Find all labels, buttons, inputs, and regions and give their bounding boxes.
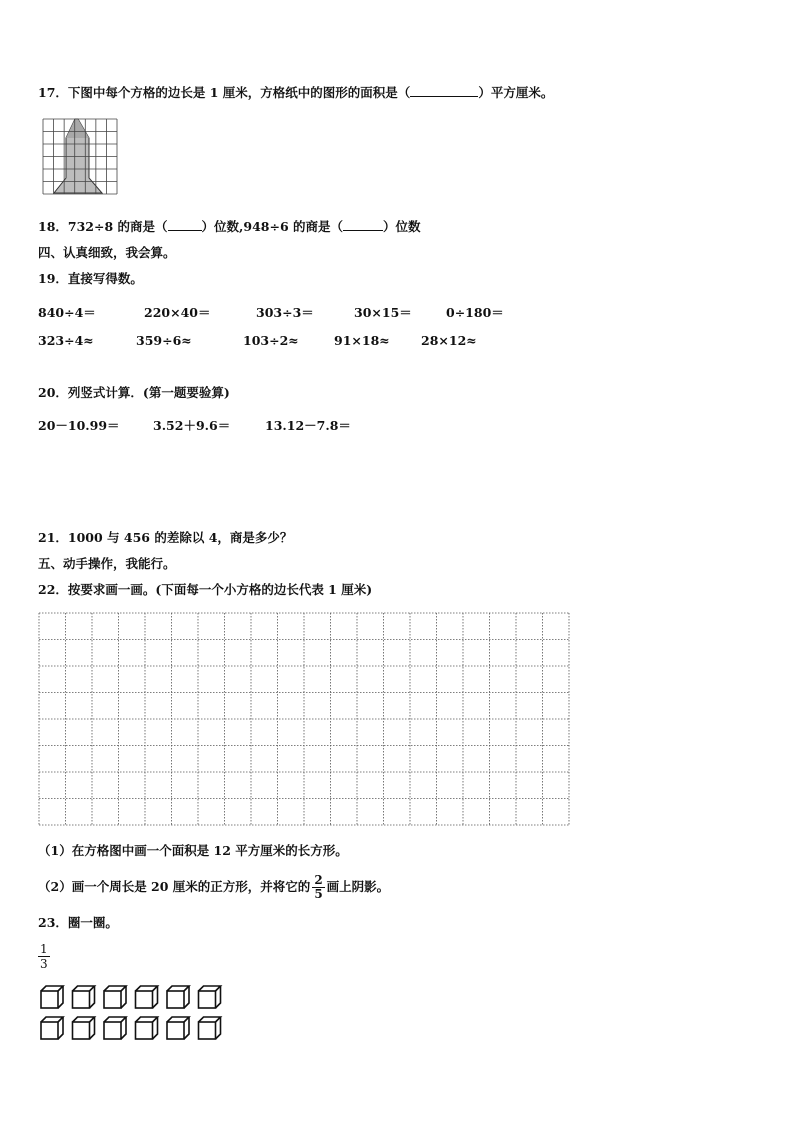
question-text: 732÷8 的商是（ — [67, 219, 168, 234]
question-20 — [38, 385, 230, 401]
calc-item: 0÷180＝ — [446, 305, 504, 320]
question-title: 圈一圈。 — [67, 915, 118, 930]
question-number: 20． — [38, 385, 68, 400]
cube-icon[interactable] — [104, 986, 126, 1008]
question-number: 22． — [38, 582, 68, 597]
question-text: 1000 与 456 的差除以 4，商是多少？ — [67, 530, 293, 545]
cube-icon[interactable] — [73, 1017, 95, 1039]
section-5-heading: 五、动手操作，我能行。 — [38, 556, 176, 571]
section-4-heading: 四、认真细致，我会算。 — [38, 245, 176, 260]
calc-item: 91×18≈ — [334, 333, 390, 348]
calc-item: 303÷3＝ — [256, 305, 314, 320]
question-number: 17． — [38, 85, 68, 100]
calc-item: 840÷4＝ — [38, 305, 96, 320]
question-title: 按要求画一画。(下面每一个小方格的边长代表 1 厘米) — [67, 582, 373, 597]
question-number: 19． — [38, 271, 68, 286]
calc-item: 28×12≈ — [421, 333, 477, 348]
calc-item: 359÷6≈ — [136, 333, 192, 348]
answer-blank[interactable] — [343, 218, 383, 231]
question-text: 下图中每个方格的边长是 1 厘米，方格纸中的图形的面积是（ — [67, 85, 411, 100]
question-number: 18． — [38, 219, 68, 234]
cube-icon[interactable] — [136, 986, 158, 1008]
grid-lines — [39, 613, 569, 825]
vertical-calc-item: 20－10.99＝ — [38, 418, 120, 433]
answer-blank[interactable] — [168, 218, 202, 231]
question-text: ）平方厘米。 — [478, 85, 554, 100]
question-23 — [38, 915, 118, 931]
cube-icon[interactable] — [41, 986, 63, 1008]
cube-group[interactable] — [40, 985, 230, 1043]
calc-item: 220×40＝ — [144, 305, 211, 320]
calc-item: 323÷4≈ — [38, 333, 94, 348]
cube-icon[interactable] — [41, 1017, 63, 1039]
question-19 — [38, 271, 143, 287]
vertical-calc-item: 13.12－7.8＝ — [265, 418, 351, 433]
question-number: 21． — [38, 530, 68, 545]
question-title: 直接写得数。 — [67, 271, 143, 286]
question-17 — [38, 84, 553, 101]
cube-icon[interactable] — [167, 1017, 189, 1039]
cube-icon[interactable] — [136, 1017, 158, 1039]
question-22 — [38, 582, 372, 598]
question-text: 画上阴影。 — [326, 879, 390, 894]
cube-icon[interactable] — [199, 986, 221, 1008]
fraction-two-fifths: $\frac{2}{5}$ — [314, 873, 323, 901]
q22-sub-2 — [38, 871, 389, 903]
cube-icon[interactable] — [73, 986, 95, 1008]
calc-item: 30×15＝ — [354, 305, 412, 320]
vertical-calc-item: 3.52＋9.6＝ — [153, 418, 231, 433]
question-18 — [38, 218, 421, 235]
question-number: 23． — [38, 915, 68, 930]
cube-icon[interactable] — [104, 1017, 126, 1039]
question-title: 列竖式计算．(第一题要验算) — [67, 385, 230, 400]
answer-blank[interactable] — [410, 84, 478, 97]
calc-item: 103÷2≈ — [243, 333, 299, 348]
fraction-one-third: $\frac{1}{3}$ — [40, 942, 48, 971]
q22-drawing-grid[interactable] — [38, 612, 570, 826]
q22-sub-1: （1）在方格图中画一个面积是 12 平方厘米的长方形。 — [38, 843, 348, 858]
question-text: ）位数 — [383, 219, 421, 234]
question-21 — [38, 530, 292, 546]
question-text: （2）画一个周长是 20 厘米的正方形，并将它的 — [38, 879, 311, 894]
question-text: ）位数,948÷6 的商是（ — [201, 219, 343, 234]
q17-grid-figure — [42, 118, 118, 196]
cube-icon[interactable] — [199, 1017, 221, 1039]
cube-icon[interactable] — [167, 986, 189, 1008]
